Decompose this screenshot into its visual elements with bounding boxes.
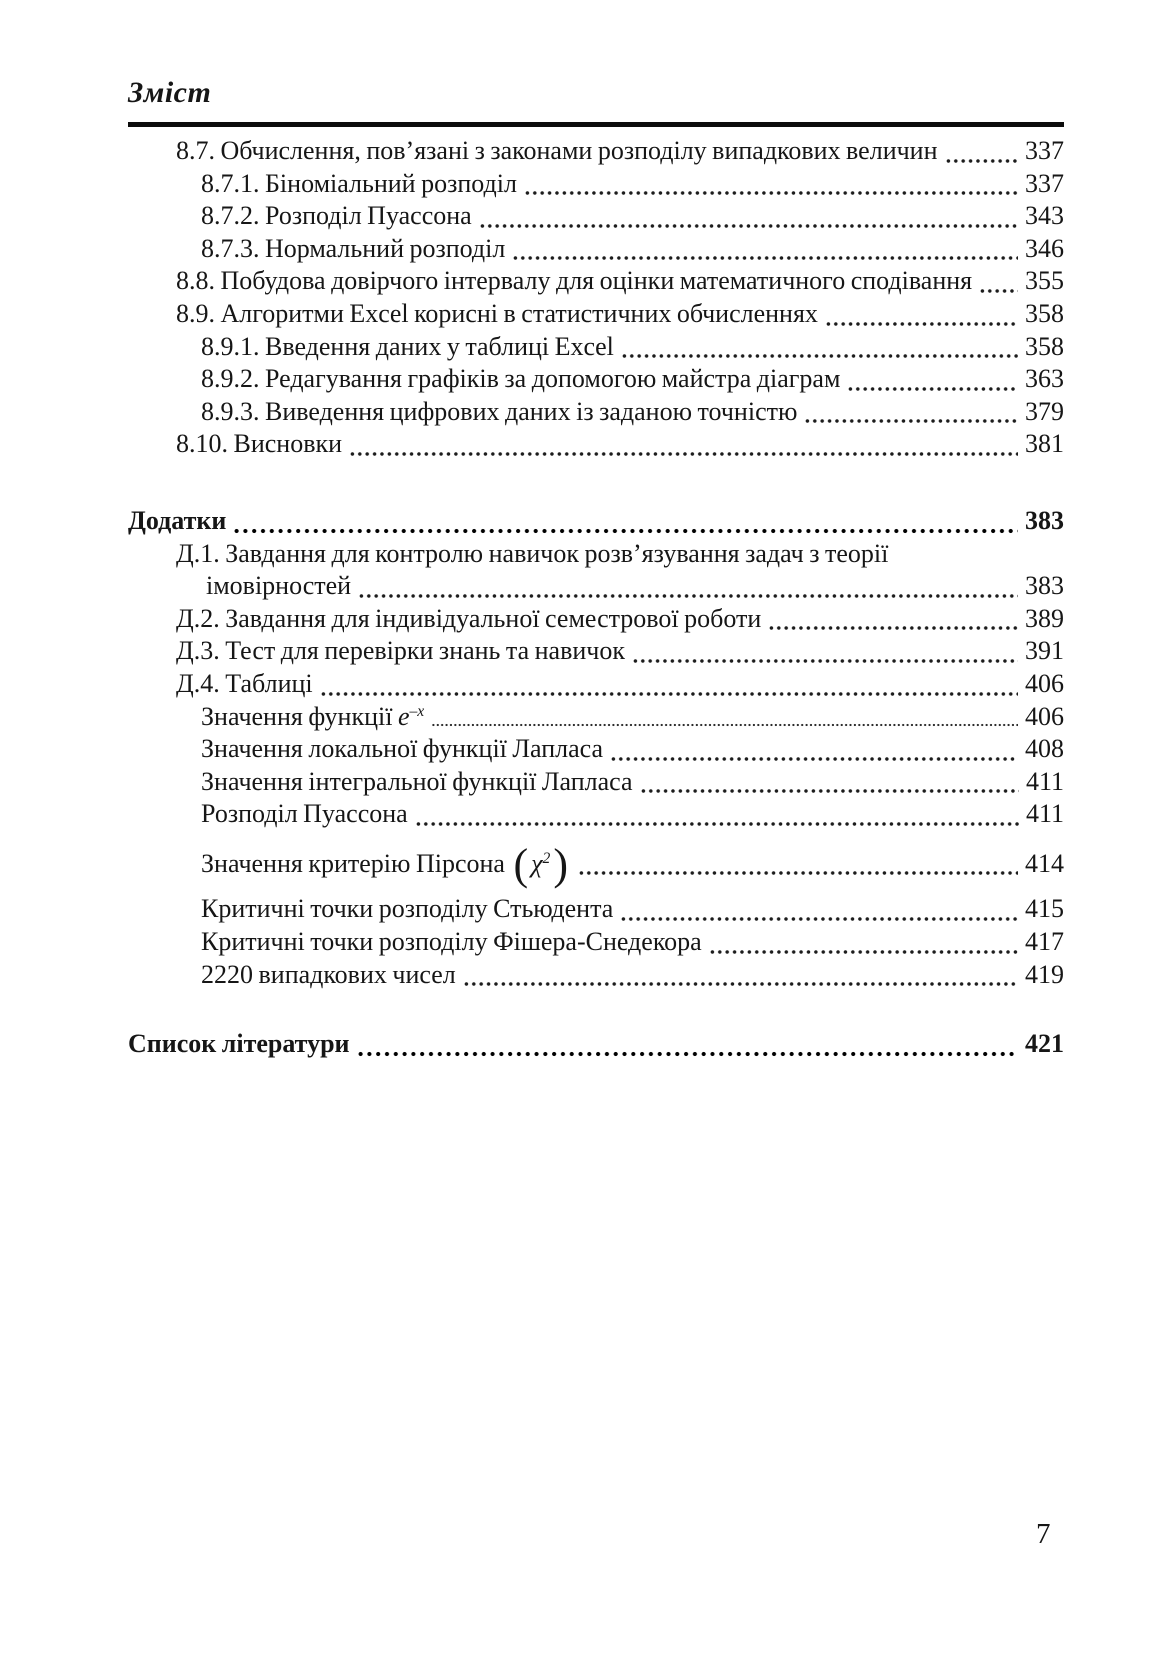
toc-entry-title: 8.9. Алгоритми Excel корисні в статистичних обчисленнях bbox=[176, 298, 818, 328]
page-content bbox=[128, 78, 1064, 1061]
toc-entry-title: Критичні точки розподілу Фішера-Снедекора bbox=[201, 927, 702, 957]
toc-entry-page: 421 bbox=[1025, 1029, 1064, 1059]
toc-entry-page: 389 bbox=[1025, 603, 1064, 633]
dotted-leader bbox=[432, 723, 1018, 727]
toc-entry-title: Додатки bbox=[128, 505, 227, 535]
toc-entry bbox=[128, 766, 1064, 799]
toc-entry bbox=[128, 635, 1064, 668]
toc-entry bbox=[128, 538, 1064, 571]
toc-entry-page: 414 bbox=[1025, 848, 1064, 878]
dotted-leader bbox=[622, 353, 1018, 359]
toc-entry bbox=[128, 893, 1064, 926]
toc-entry-page: 417 bbox=[1025, 927, 1064, 957]
toc-entry-page: 337 bbox=[1025, 136, 1064, 165]
dotted-leader bbox=[710, 949, 1018, 955]
toc-section-chapters bbox=[128, 135, 1064, 461]
dotted-leader bbox=[358, 1051, 1018, 1057]
toc-entry-title: Д.1. Завдання для контролю навичок розв’язування задач з теорії bbox=[176, 538, 889, 568]
toc-entry-page: 355 bbox=[1025, 266, 1064, 296]
toc-entry-continuation bbox=[128, 570, 1064, 603]
toc-entry-page: 391 bbox=[1025, 636, 1064, 666]
toc-entry-title: Д.2. Завдання для індивідуальної семестрової роботи bbox=[176, 603, 762, 633]
table-of-contents bbox=[128, 135, 1064, 1061]
toc-entry-title: імовірностей bbox=[206, 571, 352, 601]
dotted-leader bbox=[848, 386, 1018, 392]
toc-entry bbox=[128, 298, 1064, 331]
toc-entry-title: 8.9.3. Виведення цифрових даних із заданою точністю bbox=[201, 396, 798, 426]
toc-entry-title: Список літератури bbox=[128, 1029, 350, 1059]
dotted-leader bbox=[980, 288, 1018, 294]
dotted-leader bbox=[525, 190, 1018, 196]
toc-entry-title: 8.7.2. Розподіл Пуассона bbox=[201, 201, 472, 231]
toc-entry-page: 406 bbox=[1025, 668, 1064, 698]
toc-entry-page: 337 bbox=[1025, 168, 1064, 198]
toc-entry-title: 8.9.1. Введення даних у таблиці Excel bbox=[201, 331, 614, 361]
toc-entry bbox=[128, 1028, 1064, 1061]
dotted-leader bbox=[579, 870, 1018, 876]
page-title: Зміст bbox=[128, 76, 212, 109]
toc-entry bbox=[128, 505, 1064, 538]
toc-entry-page: 383 bbox=[1025, 571, 1064, 601]
dotted-leader bbox=[641, 788, 1019, 794]
toc-entry-page: 411 bbox=[1025, 799, 1064, 829]
toc-entry-title: Д.4. Таблиці bbox=[176, 668, 313, 698]
toc-entry-page: 383 bbox=[1025, 505, 1064, 535]
dotted-leader bbox=[805, 418, 1018, 424]
toc-entry-page: 406 bbox=[1025, 701, 1064, 731]
toc-entry-page: 346 bbox=[1025, 233, 1064, 263]
toc-entry-title: Значення функції $e^{-x}$ bbox=[201, 701, 425, 731]
toc-entry-title: 8.10. Висновки bbox=[176, 429, 343, 459]
dotted-leader bbox=[234, 528, 1018, 534]
math-superscript: 2 bbox=[542, 849, 551, 867]
page-number: 7 bbox=[1036, 1518, 1051, 1550]
toc-entry-title: 8.7. Обчислення, пов’язані з законами розподілу випадкових величин bbox=[176, 136, 938, 165]
dotted-leader bbox=[946, 158, 1018, 164]
dotted-leader bbox=[621, 916, 1018, 922]
toc-entry bbox=[128, 733, 1064, 766]
toc-entry-page: 415 bbox=[1025, 894, 1064, 924]
toc-section-appendices bbox=[128, 505, 1064, 991]
toc-entry bbox=[128, 331, 1064, 364]
toc-entry-title: Д.3. Тест для перевірки знань та навичок bbox=[176, 636, 625, 666]
toc-entry bbox=[128, 135, 1064, 168]
math-symbol: $\chi^2$ bbox=[531, 848, 551, 878]
toc-entry-title: Критичні точки розподілу Стьюдента bbox=[201, 894, 614, 924]
toc-entry-page: 358 bbox=[1025, 298, 1064, 328]
math-superscript: –x bbox=[409, 702, 425, 720]
toc-entry bbox=[128, 926, 1064, 959]
toc-entry-title: Значення інтегральної функції Лапласа bbox=[201, 766, 633, 796]
dotted-leader bbox=[826, 321, 1018, 327]
toc-entry-title: Розподіл Пуассона bbox=[201, 799, 408, 829]
toc-entry-title: 8.7.1. Біноміальний розподіл bbox=[201, 168, 517, 198]
dotted-leader bbox=[480, 223, 1018, 229]
math-symbol: $e^{-x}$ bbox=[397, 701, 425, 731]
toc-entry-page: 408 bbox=[1025, 734, 1064, 764]
toc-entry-page: 381 bbox=[1025, 429, 1064, 459]
toc-entry-page: 419 bbox=[1025, 959, 1064, 989]
toc-entry-page: 379 bbox=[1025, 396, 1064, 426]
toc-entry bbox=[128, 265, 1064, 298]
dotted-leader bbox=[359, 593, 1018, 599]
toc-entry-title: 8.7.3. Нормальний розподіл bbox=[201, 233, 506, 263]
dotted-leader bbox=[350, 451, 1018, 457]
toc-entry bbox=[128, 831, 1064, 894]
toc-entry bbox=[128, 701, 1064, 734]
toc-entry-page: 358 bbox=[1025, 331, 1064, 361]
dotted-leader bbox=[611, 756, 1018, 762]
toc-entry-page: 411 bbox=[1025, 766, 1064, 796]
toc-entry-title: Значення критерію Пірсона ( $\chi^2$) bbox=[201, 848, 571, 881]
toc-section-bibliography bbox=[128, 1028, 1064, 1061]
dotted-leader bbox=[464, 981, 1018, 987]
toc-entry-title: 8.9.2. Редагування графіків за допомогою майстра діаграм bbox=[201, 364, 841, 394]
header-rule bbox=[128, 122, 1064, 127]
toc-entry-title: 2220 випадкових чисел bbox=[201, 959, 456, 989]
toc-entry bbox=[128, 798, 1064, 831]
dotted-leader bbox=[769, 625, 1018, 631]
toc-entry-title: 8.8. Побудова довірчого інтервалу для оцінки математичного сподівання bbox=[176, 266, 973, 296]
toc-entry bbox=[128, 428, 1064, 461]
toc-entry-title: Значення локальної функції Лапласа bbox=[201, 734, 604, 764]
dotted-leader bbox=[513, 255, 1018, 261]
toc-entry-page: 363 bbox=[1025, 364, 1064, 394]
dotted-leader bbox=[633, 658, 1018, 664]
right-paren-icon: ) bbox=[553, 839, 568, 889]
dotted-leader bbox=[321, 691, 1018, 697]
dotted-leader bbox=[416, 821, 1019, 827]
toc-entry bbox=[128, 668, 1064, 701]
toc-entry bbox=[128, 603, 1064, 636]
toc-entry bbox=[128, 959, 1064, 992]
toc-entry bbox=[128, 168, 1064, 201]
toc-entry-page: 343 bbox=[1025, 201, 1064, 231]
toc-entry bbox=[128, 233, 1064, 266]
toc-entry bbox=[128, 363, 1064, 396]
left-paren-icon: ( bbox=[513, 839, 529, 889]
toc-entry bbox=[128, 200, 1064, 233]
toc-entry bbox=[128, 396, 1064, 429]
